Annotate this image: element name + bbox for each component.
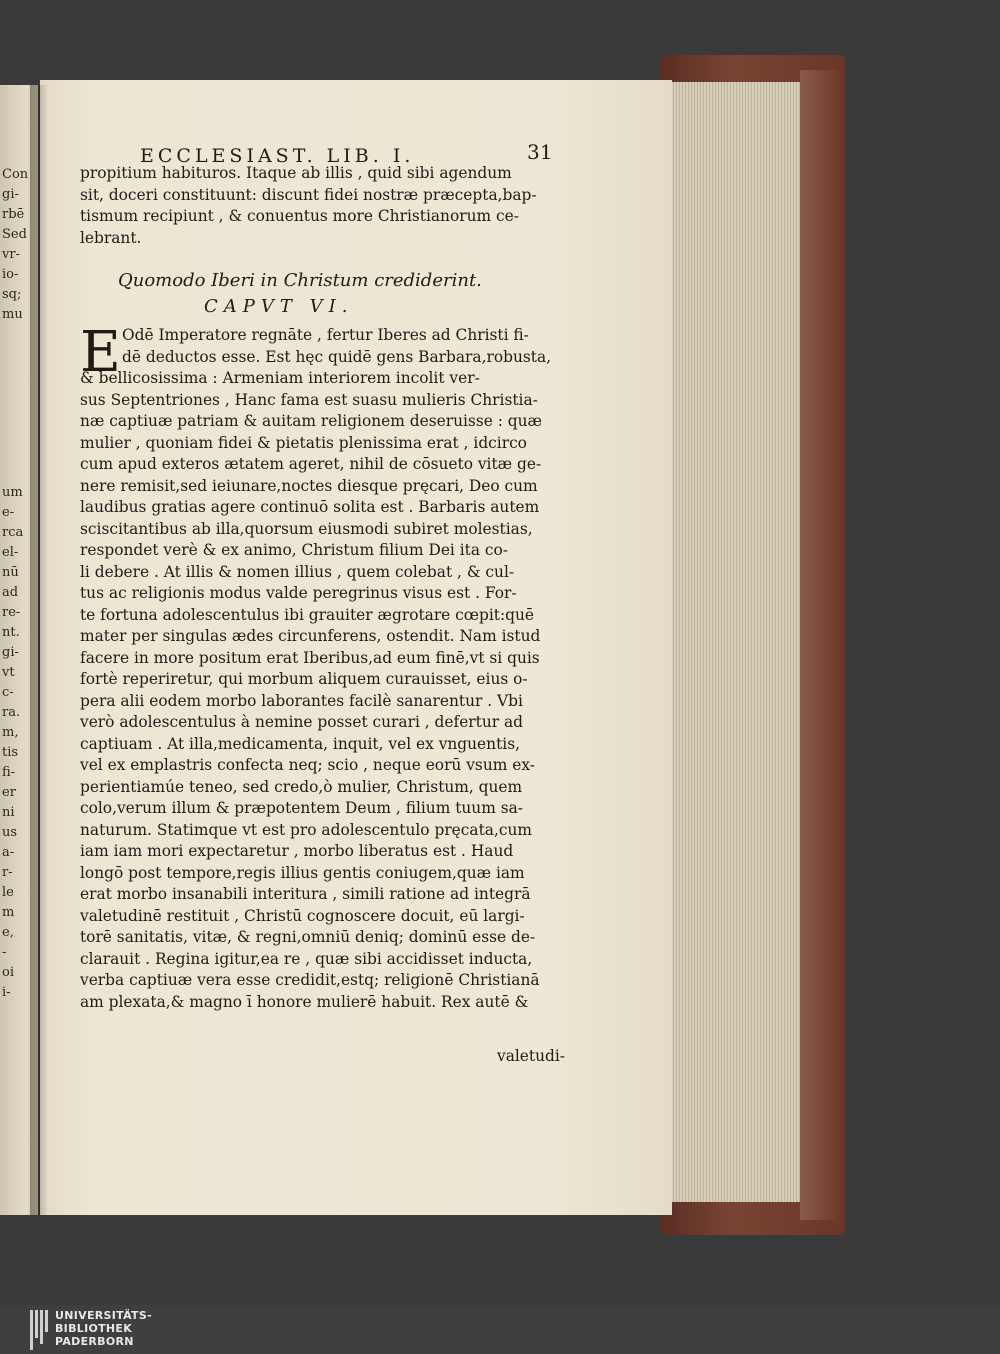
text-line: perientiamúe teneo, sed credo,ò mulier, Christum, quem [80,777,523,796]
chapter-title: Quomodo Iberi in Christum crediderint. [118,270,482,291]
running-head: ECCLESIAST. LIB. I. [140,145,415,167]
text-line: respondet verè & ex animo, Christum filium Dei ita co- [80,541,508,559]
left-page-fragment: e, [2,925,14,940]
text-line: sciscitantibus ab illa,quorsum eiusmodi subiret molestias, [80,519,533,538]
library-name-line1: UNIVERSITÄTS- [55,1309,152,1322]
left-page-fragment: ni [2,805,15,820]
chapter-number: CAPVT VI. [204,296,354,317]
left-page-fragment: rca [2,525,24,540]
text-line: clarauit . Regina igitur,ea re , quæ sibi accidisset inducta, [80,949,533,968]
left-page-fragment: gi- [2,645,19,660]
library-name [55,1309,152,1348]
left-page-fragment: io- [2,267,19,282]
text-line: nere remisit,sed ieiunare,noctes diesque pręcari, Deo cum [80,476,538,495]
left-page-fragment: sq; [2,287,22,302]
text-line: tismum recipiunt , & conuentus more Christianorum ce- [80,207,519,225]
text-line: iam iam mori expectaretur , morbo liberatus est . Haud [80,842,514,860]
left-page-fragment: re- [2,605,21,620]
text-line: torē sanitatis, vitæ, & regni,omniū deniq; dominū esse de- [80,928,536,946]
text-block-first-lines [122,325,558,368]
left-page-fragment: fi- [2,765,16,780]
left-page-fragment: us [2,825,18,840]
catchword: valetudi- [497,1047,565,1065]
left-page-fragment: vt [2,665,15,680]
text-line: colo,verum illum & præpotentem Deum , filium tuum sa- [80,799,523,817]
left-page-fragment: gi- [2,187,19,202]
page-edges [668,82,806,1202]
left-page-fragment: e- [2,505,15,520]
left-page-fragment: mu [2,307,23,322]
left-page-fragment: a- [2,845,15,860]
left-page-fragment: m, [2,725,19,740]
text-line: næ captiuæ patriam & auitam religionem deseruisse : quæ [80,412,543,430]
text-line: li debere . At illis & nomen illius , quem colebat , & cul- [80,562,515,581]
left-page-fragment: ad [2,585,19,600]
left-page-fragment: oi [2,965,14,980]
text-line: sit, doceri constituunt: discunt fidei nostræ præcepta,bap- [80,185,537,204]
library-logo-icon [30,1310,48,1350]
left-page-fragment: el- [2,545,19,560]
drop-cap: E [80,320,121,385]
left-page-fragment: rbē [2,207,25,222]
text-line: pera alii eodem morbo laborantes facilè sanarentur . Vbi [80,691,523,710]
left-page-fragment: i- [2,985,11,1000]
left-page-fragment: nū [2,565,19,580]
text-line: vel ex emplastris confecta neq; scio , neque eorū vsum ex- [80,756,535,774]
text-line: propitium habituros. Itaque ab illis , quid sibi agendum [80,164,512,182]
left-page-fragment: ra. [2,705,21,720]
left-page-fragment: Con [2,167,29,182]
text-line: mulier , quoniam fidei & pietatis plenissima erat , idcirco [80,433,527,452]
text-line: tus ac religionis modus valde peregrinus visus est . For- [80,584,517,602]
text-block-top [80,163,560,249]
text-line: verba captiuæ vera esse credidit,estq; religionē Christianā [80,971,540,989]
book-cover-edge [800,70,840,1220]
left-page-fragment: r- [2,865,13,880]
text-line: fortè reperiretur, qui morbum aliquem curauisset, eius o- [80,670,528,688]
text-line: & bellicosissima : Armeniam interiorem incolit ver- [80,369,480,387]
left-page-fragment: vr- [2,247,20,262]
text-line: laudibus gratias agere continuō solita est . Barbaris autem [80,498,540,516]
folio-number: 31 [527,140,553,164]
text-line: verò adolescentulus à nemine posset curari , defertur ad [80,713,524,731]
text-line: facere in more positum erat Iberibus,ad eum finē,vt si quis [80,648,540,667]
text-line: longō post tempore,regis illius gentis coniugem,quæ iam [80,863,525,882]
text-line: valetudinē restituit , Christū cognoscere docuit, eū largi- [80,906,525,925]
left-page-fragment: um [2,485,23,500]
left-page-fragment: - [2,945,7,960]
left-page-fragment: m [2,905,15,920]
text-line: captiuam . At illa,medicamenta, inquit, vel ex vnguentis, [80,734,520,753]
text-line: te fortuna adolescentulus ibi grauiter ægrotare cœpit:quē [80,605,535,624]
text-line: am plexata,& magno ī honore mulierē habuit. Rex autē & [80,992,529,1011]
library-name-line3: PADERBORN [55,1335,134,1348]
text-line: cum apud exteros ætatem ageret, nihil de cōsueto vitæ ge- [80,455,542,473]
text-line: Odē Imperatore regnāte , fertur Iberes ad Christi fi- [122,326,529,344]
spine-shadow [30,85,48,1215]
text-line: lebrant. [80,228,142,247]
left-page-fragment: Sed [2,227,27,242]
text-block-body [80,368,560,1013]
library-name-line2: BIBLIOTHEK [55,1322,133,1335]
text-line: erat morbo insanabili interitura , simili ratione ad integrā [80,885,531,903]
left-page-fragment: le [2,885,14,900]
text-line: mater per singulas ædes circunferens, ostendit. Nam istud [80,627,541,645]
left-page-fragment: c- [2,685,14,700]
text-line: naturum. Statimque vt est pro adolescentulo pręcata,cum [80,820,532,839]
left-page-fragment: er [2,785,16,800]
left-page-fragment: tis [2,745,19,760]
text-line: dē deductos esse. Est hęc quidē gens Barbara,robusta, [122,347,552,366]
text-line: sus Septentriones , Hanc fama est suasu mulieris Christia- [80,390,538,409]
left-page-fragment: nt. [2,625,20,640]
footer-bar [0,1305,1000,1354]
